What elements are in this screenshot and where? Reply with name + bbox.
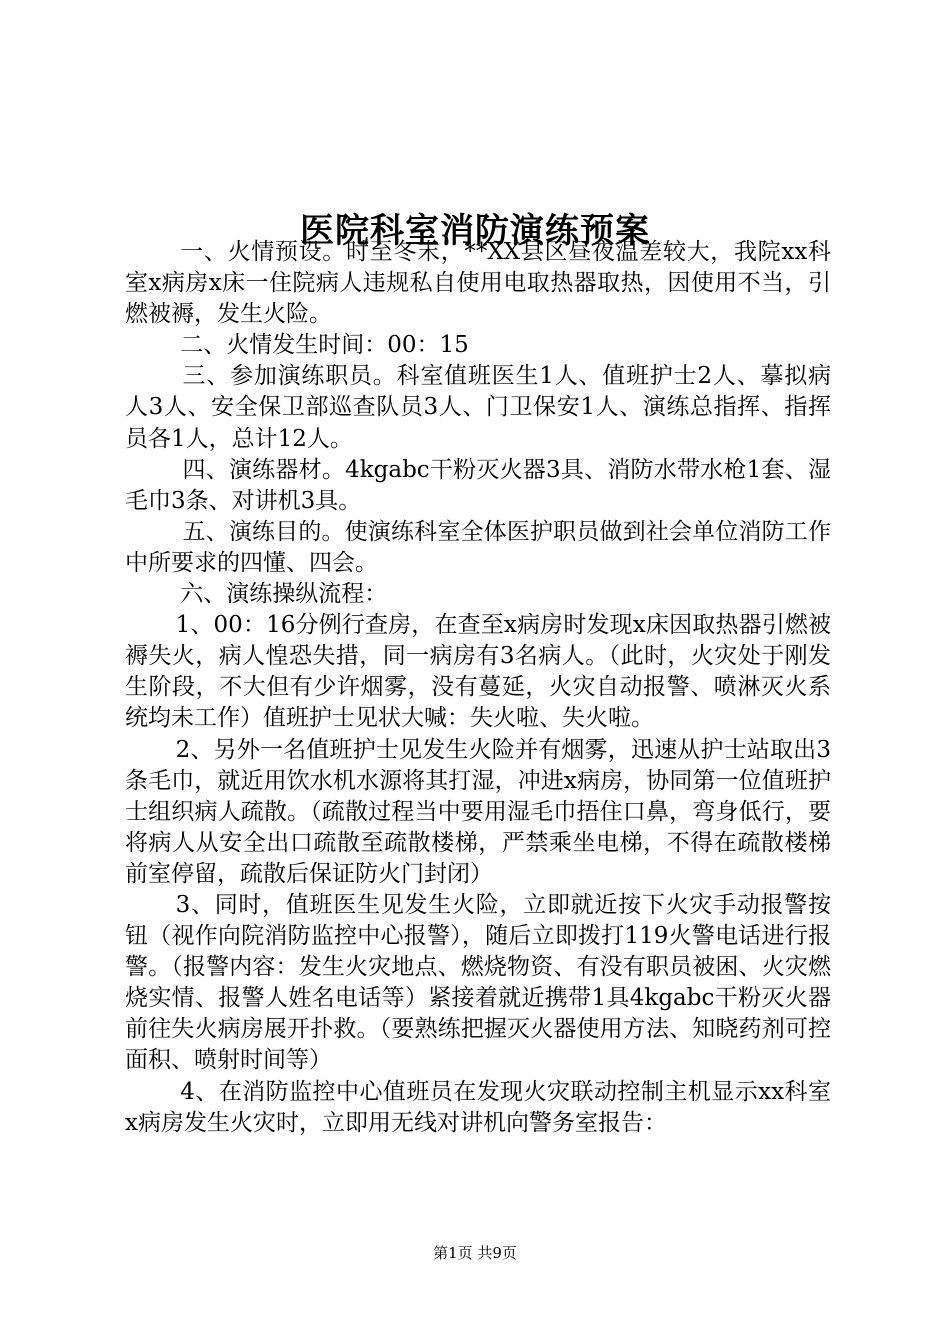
document-body [125,237,831,1139]
document-title: 医院科室消防演练预案 [300,210,650,251]
page-footer: 第1页 共9页 [433,1244,517,1262]
paragraph-fire-scenario: 一、火情预设。时至冬末，**XX县区昼夜温差较大，我院xx科室x病房x床一住院病人违规私自使用电取热器取热，因使用不当，引燃被褥，发生火险。 [125,239,831,328]
paragraph-step-3: 3、同时，值班医生见发生火险，立即就近按下火灾手动报警按钮（视作向院消防监控中心报警），随后立即拨打119火警电话进行报警。（报警内容：发生火灾地点、燃烧物资、有没有职员被困、火灾燃烧实情、报警人姓名电话等）紧接着就近携带1具4kgabc干粉灭火器前往失火病房展开扑救。（要熟练把握灭火器使用方法、知晓药剂可控面积、喷射时间等） [125,891,831,1074]
paragraph-participants: 三、参加演练职员。科室值班医生1人、值班护士2人、摹拟病人3人、安全保卫部巡查队员3人、门卫保安1人、演练总指挥、指挥员各1人，总计12人。 [125,363,831,452]
paragraph-purpose: 五、演练目的。使演练科室全体医护职员做到社会单位消防工作中所要求的四懂、四会。 [125,518,831,576]
paragraph-step-2: 2、另外一名值班护士见发生火险并有烟雾，迅速从护士站取出3条毛巾，就近用饮水机水源将其打湿，冲进x病房，协同第一位值班护士组织病人疏散。（疏散过程当中要用湿毛巾捂住口鼻，弯身低行，要将病人从安全出口疏散至疏散楼梯，严禁乘坐电梯，不得在疏散楼梯前室停留，疏散后保证防火门封闭） [125,736,831,887]
paragraph-fire-time: 二、火情发生时间：00：15 [180,332,469,359]
paragraph-step-1: 1、00：16分例行查房，在查至x病房时发现x床因取热器引燃被褥失火，病人惶恐失措，同一病房有3名病人。（此时，火灾处于刚发生阶段，不大但有少许烟雾，没有蔓延，火灾自动报警、喷淋灭火系统均未工作）值班护士见状大喊：失火啦、失火啦。 [125,612,831,732]
paragraph-procedure-heading: 六、演练操纵流程： [180,581,388,608]
paragraph-equipment: 四、演练器材。4kgabc干粉灭火器3具、消防水带水枪1套、湿毛巾3条、对讲机3具。 [125,456,831,514]
paragraph-step-4: 4、在消防监控中心值班员在发现火灾联动控制主机显示xx科室x病房发生火灾时，立即用无线对讲机向警务室报告： [125,1078,831,1136]
